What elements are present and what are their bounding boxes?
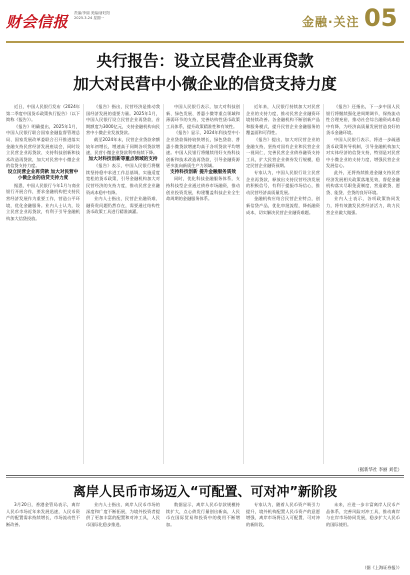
article-column-2 <box>86 104 160 466</box>
paragraph: 数据显示，离岸人民币存款规模持续扩大，点心债发行量创出新高，人民币在国际贸易和投资中的使用不断增加。 <box>166 502 240 527</box>
masthead <box>0 0 410 44</box>
bottom-credit: （据《上海证券报》） <box>362 565 402 570</box>
column-divider <box>243 104 244 464</box>
paragraph: 专家认为，随着人民币资产吸引力提升，境外机构配置人民币资产的意愿增强，离岸市场将迈入可配置、可对冲的新阶段。 <box>246 502 320 527</box>
paragraph: 据悉，中国人民银行今年1月与商业银行开展合作，要求金融机构把支持民营经济发展作为重要工作，营造公平环境，优化金融服务。业内人士认为，设立民营企业再贷款，有利于引导金融机构加大信贷投放。 <box>6 182 80 221</box>
paragraph: 《报告》指出，民营经济是推动我国经济发展的重要力量。2025年1月，中国人民银行设立民营企业再贷款，首期额度为3000亿元，支持金融机构向民营中小微企业发放贷款。 <box>86 104 160 136</box>
paragraph: 中国人民银行表示，将进一步疏通货币政策传导机制，引导金融机构加大对实体经济的信贷支持，特别是对民营中小微企业的支持力度，增强民营企业发展信心。 <box>326 136 400 169</box>
bottom-column-5 <box>326 502 400 572</box>
paragraph: 业内人士指出，离岸人民币市场的深度和广度不断拓展，为境外投资者提供了更加丰富的配置和对冲工具，人民币国际化稳步推进。 <box>86 502 160 527</box>
article-credit: （据新华社 李丽 刘佳） <box>355 468 402 473</box>
article-column-3 <box>166 104 240 466</box>
section-divider-thin <box>6 477 404 478</box>
paragraph: 专家认为，中国人民银行设立民营企业再贷款，释放出支持民营经济发展的积极信号，有利于提振市场信心，推动民营经济高质量发展。 <box>246 169 320 195</box>
article-column-5 <box>326 104 400 466</box>
section-divider <box>6 475 404 476</box>
paragraph: 未来，应进一步丰富离岸人民币产品体系，完善风险对冲工具，推动离岸与在岸市场协同发展，稳步扩大人民币的国际使用。 <box>326 502 400 527</box>
subheading: 加大对科技创新等重点领域的支持 <box>88 156 158 162</box>
bottom-column-3 <box>166 502 240 572</box>
paragraph: 《报告》表示，中国人民银行将继续坚持稳中求进工作总基调，实施适度宽松的货币政策，引导金融机构加大对民营经济的支持力度，推动民营企业融资成本稳中有降。 <box>86 163 160 195</box>
article-column-1 <box>6 104 80 466</box>
newspaper-logo: 财会信报 <box>6 13 69 31</box>
paragraph: 业内人士指出，民营企业融资难、融资贵问题仍然存在，需要通过结构性货币政策工具进行精准滴灌。 <box>86 196 160 215</box>
main-headline-line1: 央行报告：设立民营企业再贷款 <box>96 52 314 70</box>
paragraph: 《报告》还指出，下一步中国人民银行将继续强化逆周期调节，保持流动性合理充裕，推动社会综合融资成本稳中有降，为经济高质量发展营造良好的货币金融环境。 <box>326 104 400 136</box>
bottom-headline: 离岸人民币市场迈入“可配置、可对冲”新阶段 <box>72 485 338 500</box>
paragraph: 业内人士表示，各项政策协同发力，将有效激发民营经济活力，助力民营企业做大做强。 <box>326 196 400 215</box>
issue-date: 2025.3.24 星期一 <box>74 16 105 21</box>
paragraph: 同时，优化科技金融服务体系，支持科技型企业通过债券市场融资，推动创业投资发展，构建覆盖科技企业全生命周期的金融服务体系。 <box>166 176 240 202</box>
section-title: 金融·关注 <box>302 15 360 29</box>
paragraph: 《报告》明确提出，2025年1月，中国人民银行联合国家金融监督管理总局、国家发展改革委联合召开推进落实金融支持民营经济发展座谈会，同时设立民营企业再贷款、支持科技创新和技术改造再贷款，加大对民营中小微企业的信贷支持力度。 <box>6 123 80 169</box>
paragraph: 《报告》提出，加大对民营企业的金融支持，坚持对国有企业和民营企业一视同仁，完善民营企业债券融资支持工具，扩大民营企业债券发行规模，稳定民营企业融资预期。 <box>246 136 320 169</box>
column-divider <box>323 104 324 464</box>
bottom-column-2 <box>86 502 160 572</box>
editor-line: 责编/李丽 美编/唐旺阳 <box>74 11 110 15</box>
column-divider <box>83 104 84 464</box>
bottom-column-1 <box>6 502 80 572</box>
paragraph: 此外，还将持续推进金融支持民营经济发展相关政策落地见效，督促金融机构落实尽职免责制度，营造敢贷、愿贷、能贷、会贷的良好环境。 <box>326 169 400 195</box>
paragraph: 近年来，人民银行持续加大对民营企业的支持力度，推动民营企业融资环境持续改善。各金融机构不断创新产品和服务模式，提升民营企业金融服务的覆盖面和可得性。 <box>246 104 320 136</box>
column-divider <box>163 104 164 464</box>
main-headline-line2: 加大对民营中小微企业的信贷支持力度 <box>73 75 337 93</box>
subheading: 支持科技创新 提升金融服务质效 <box>170 169 236 175</box>
bottom-column-4 <box>246 502 320 572</box>
issue-meta <box>74 11 110 22</box>
paragraph: 中国人民银行表示，加大对科技创新、绿色发展、普惠小微等重点领域和薄弱环节的支持，完善结构性货币政策工具体系，提升政策精准性和有效性。 <box>166 104 240 129</box>
subheading: 设立民营企业再贷款 加大对民营中小微企业的信贷支持力度 <box>7 169 79 182</box>
masthead-rule <box>6 41 404 43</box>
paragraph: 近日，中国人民银行发布《2024年第二季度中国货币政策执行报告》（以下简称《报告》）。 <box>6 104 80 123</box>
article-column-4 <box>246 104 320 466</box>
paragraph: 3月20日，香港金管局表示，离岸人民币市场近年来发展迅速，人民币资产的配置需求持续增长，市场流动性不断改善。 <box>6 502 80 527</box>
page-number: 05 <box>364 4 398 32</box>
paragraph: 《报告》显示，2024年科技型中小企业贷款保持较快增长，绿色贷款、普惠小微贷款增速均高于各项贷款平均增速。中国人民银行将继续用好支持科技创新和技术改造再贷款，引导金融资源更多流向新质生产力领域。 <box>166 130 240 169</box>
paragraph: 金融机构应结合民营企业特点，创新信贷产品，优化审批流程，降低融资成本，切实解决民营企业融资难题。 <box>246 196 320 215</box>
paragraph: 截至2024年末，民营企业贷款余额较年初增长，增速高于同期各项贷款增速，民营小微企业贷款利率持续下降。 <box>86 136 160 156</box>
